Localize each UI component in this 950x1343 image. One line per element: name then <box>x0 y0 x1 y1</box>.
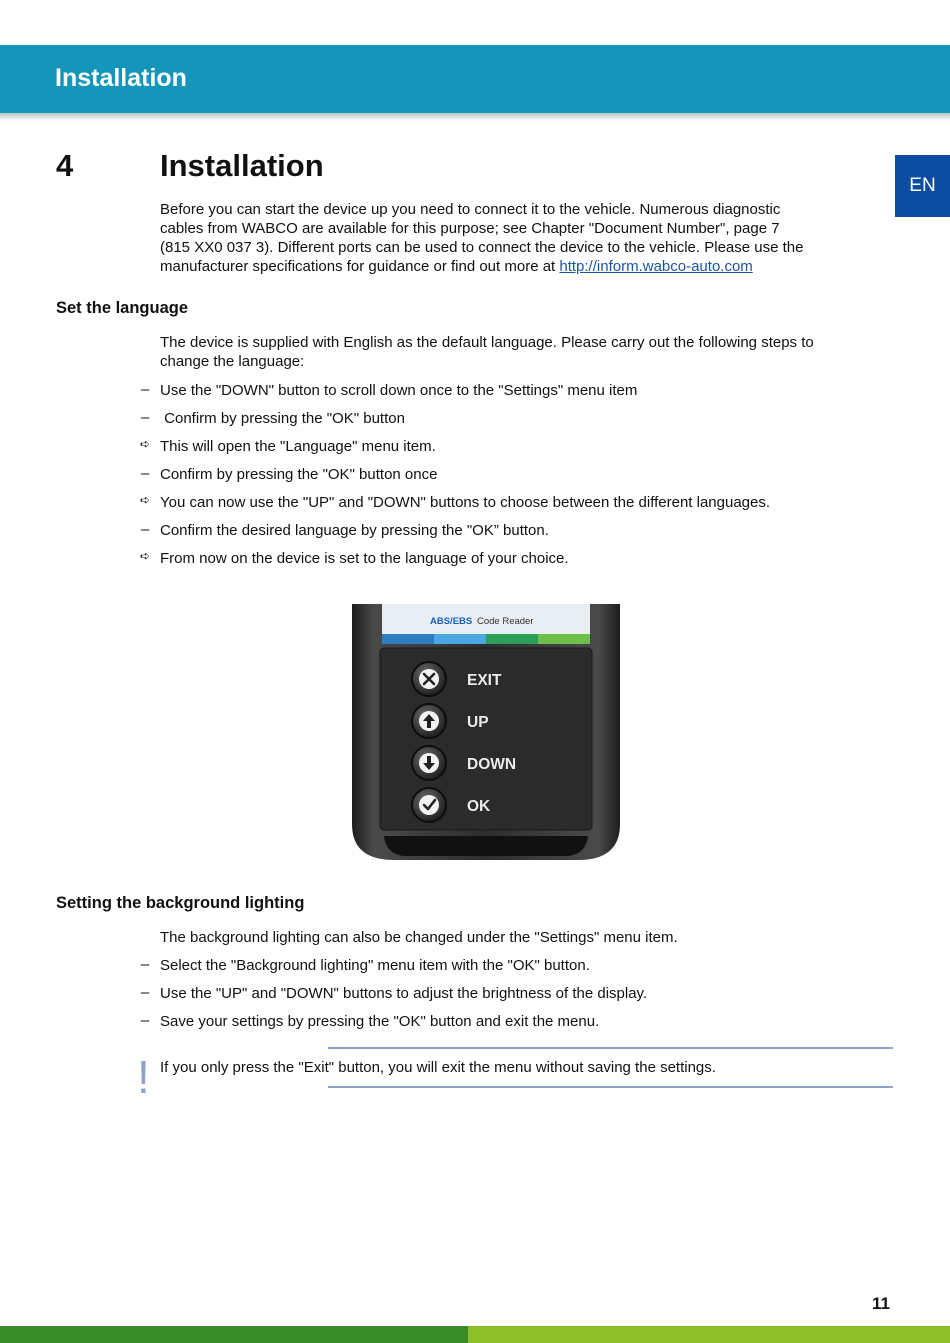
language-step: This will open the "Language" menu item. <box>160 438 436 455</box>
note-top-rule <box>328 1047 893 1049</box>
footer-bar-dark <box>0 1326 468 1343</box>
language-step: Confirm by pressing the "OK" button once <box>160 466 438 483</box>
footer-bar-light <box>468 1326 950 1343</box>
step-dash-marker: – <box>140 381 150 398</box>
language-step: Confirm the desired language by pressing the "OK” button. <box>160 522 549 539</box>
intro-line-2: cables from WABCO are available for this purpose; see Chapter "Document Number", page 7 <box>160 220 780 237</box>
language-step: From now on the device is set to the language of your choice. <box>160 550 569 567</box>
step-dash-marker: – <box>140 984 150 1001</box>
lighting-step: Select the "Background lighting" menu item with the "OK" button. <box>160 957 590 974</box>
warning-icon: ! <box>137 1051 150 1103</box>
screen-stripe <box>434 634 486 644</box>
set-language-heading: Set the language <box>56 299 189 317</box>
step-dash-marker: – <box>140 409 150 426</box>
device-screen-title: Code Reader <box>477 616 534 627</box>
background-lighting-heading: Setting the background lighting <box>56 894 305 912</box>
header-shadow <box>0 113 950 121</box>
step-dash-marker: – <box>140 956 150 973</box>
intro-line-4 <box>160 257 860 276</box>
step-dash-marker: – <box>140 465 150 482</box>
intro-line-3: (815 XX0 037 3). Different ports can be used to connect the device to the vehicle. Please use the <box>160 239 804 256</box>
code-reader-device-image <box>348 604 624 862</box>
result-arrow-icon: ➪ <box>139 549 151 563</box>
intro-line-1: Before you can start the device up you need to connect it to the vehicle. Numerous diagnostic <box>160 201 781 218</box>
result-arrow-icon: ➪ <box>139 437 151 451</box>
up-label: UP <box>467 714 489 731</box>
device-screen-brand: ABS/EBS <box>430 616 473 627</box>
step-dash-marker: – <box>140 1012 150 1029</box>
language-step: Use the "DOWN" button to scroll down once to the "Settings" menu item <box>160 382 638 399</box>
step-dash-marker: – <box>140 521 150 538</box>
wabco-link[interactable]: http://inform.wabco-auto.com <box>559 258 753 275</box>
language-tab[interactable]: EN <box>895 155 950 217</box>
exit-label: EXIT <box>467 672 502 689</box>
checkmark-icon <box>419 795 439 815</box>
result-arrow-icon: ➪ <box>139 493 151 507</box>
screen-stripe <box>382 634 434 644</box>
page-number: 11 <box>872 1294 890 1313</box>
header-title: Installation <box>55 64 187 92</box>
language-step: You can now use the "UP" and "DOWN" buttons to choose between the different languages. <box>160 494 771 511</box>
screen-stripe <box>538 634 590 644</box>
screen-stripe <box>486 634 538 644</box>
language-intro-line-1: The device is supplied with English as the default language. Please carry out the following steps to <box>160 334 814 351</box>
ok-label: OK <box>467 798 491 815</box>
note-bottom-rule <box>328 1086 893 1088</box>
lighting-step: Save your settings by pressing the "OK" button and exit the menu. <box>160 1013 600 1030</box>
lighting-intro: The background lighting can also be changed under the "Settings" menu item. <box>160 929 678 946</box>
language-intro-line-2: change the language: <box>160 353 305 370</box>
chapter-number: 4 <box>56 148 74 183</box>
language-step: Confirm by pressing the "OK" button <box>160 410 405 427</box>
intro-line-4-text: manufacturer specifications for guidance or find out more at <box>160 258 560 275</box>
note-text: If you only press the "Exit" button, you will exit the menu without saving the settings. <box>160 1059 716 1076</box>
down-label: DOWN <box>467 756 517 773</box>
lighting-step: Use the "UP" and "DOWN" buttons to adjust the brightness of the display. <box>160 985 648 1002</box>
chapter-title: Installation <box>160 148 324 183</box>
